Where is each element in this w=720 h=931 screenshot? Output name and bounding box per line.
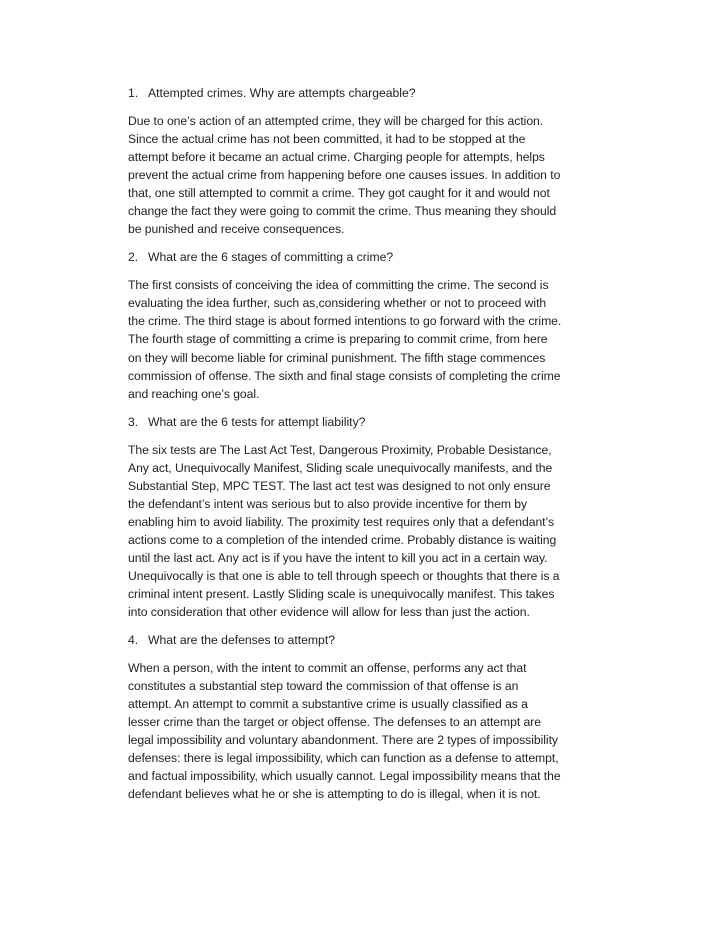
question-3 bbox=[128, 413, 622, 431]
question-text: What are the 6 stages of committing a crime? bbox=[148, 250, 394, 265]
document-body bbox=[128, 84, 622, 814]
answer-line: that, one still attempted to commit a crime. They got caught for it and would not bbox=[128, 186, 550, 201]
answer-line: enabling him to avoid liability. The proximity test requires only that a defendant’s bbox=[128, 514, 554, 529]
question-number: 1. bbox=[128, 86, 139, 100]
answer-line: and reaching one’s goal. bbox=[128, 386, 260, 401]
answer-line: be punished and receive consequences. bbox=[128, 222, 345, 237]
answer-line: Substantial Step, MPC TEST. The last act test was designed to not only ensure bbox=[128, 478, 551, 493]
answer-line: constitutes a substantial step toward the commission of that offense is an bbox=[128, 679, 519, 694]
question-1 bbox=[128, 84, 622, 102]
question-2 bbox=[128, 248, 622, 266]
answer-line: Unequivocally is that one is able to tell through speech or thoughts that there is a bbox=[128, 568, 560, 583]
answer-line: actions come to a completion of the intended crime. Probably distance is waiting bbox=[128, 532, 557, 547]
answer-line: The first consists of conceiving the idea of committing the crime. The second is bbox=[128, 278, 549, 293]
answer-line: the defendant’s intent was serious but to also provide incentive for them by bbox=[128, 496, 528, 511]
answer-2 bbox=[128, 276, 622, 402]
question-number: 2. bbox=[128, 250, 139, 265]
answer-line: legal impossibility and voluntary abandonment. There are 2 types of impossibility bbox=[128, 733, 558, 748]
answer-line: the crime. The third stage is about formed intentions to go forward with the crime. bbox=[128, 314, 562, 329]
answer-line: defendant believes what he or she is attempting to do is illegal, when it is not. bbox=[128, 787, 541, 802]
answer-line: on they will become liable for criminal punishment. The fifth stage commences bbox=[128, 350, 546, 365]
answer-line: The six tests are The Last Act Test, Dangerous Proximity, Probable Desistance, bbox=[128, 442, 552, 457]
answer-line: and factual impossibility, which usually cannot. Legal impossibility means that the bbox=[128, 769, 561, 784]
answer-line: prevent the actual crime from happening before one causes issues. In addition to bbox=[128, 168, 561, 183]
answer-4 bbox=[128, 659, 622, 803]
question-4 bbox=[128, 631, 622, 649]
answer-line: change the fact they were going to commit the crime. Thus meaning they should bbox=[128, 204, 557, 219]
answer-line: The fourth stage of committing a crime is preparing to commit crime, from here bbox=[128, 332, 548, 347]
answer-line: criminal intent present. Lastly Sliding scale is unequivocally manifest. This takes bbox=[128, 587, 555, 602]
answer-line: attempt. An attempt to commit a substantive crime is usually classified as a bbox=[128, 697, 528, 712]
question-text: What are the defenses to attempt? bbox=[148, 633, 335, 648]
answer-line: Since the actual crime has not been committed, it had to be stopped at the bbox=[128, 132, 526, 147]
answer-line: commission of offense. The sixth and final stage consists of completing the crime bbox=[128, 368, 561, 383]
answer-line: Any act, Unequivocally Manifest, Sliding scale unequivocally manifests, and the bbox=[128, 460, 553, 475]
answer-line: Due to one’s action of an attempted crime, they will be charged for this action. bbox=[128, 114, 544, 128]
answer-line: into consideration that other evidence will allow for less than just the action. bbox=[128, 605, 530, 620]
question-number: 3. bbox=[128, 414, 139, 429]
question-text: Attempted crimes. Why are attempts chargeable? bbox=[148, 86, 416, 100]
answer-line: defenses: there is legal impossibility, which can function as a defense to attempt, bbox=[128, 751, 559, 766]
question-text: What are the 6 tests for attempt liability? bbox=[148, 414, 366, 429]
answer-line: until the last act. Any act is if you have the intent to kill you act in a certain way. bbox=[128, 550, 548, 565]
answer-line: evaluating the idea further, such as,considering whether or not to proceed with bbox=[128, 296, 547, 311]
question-number: 4. bbox=[128, 633, 139, 648]
answer-line: When a person, with the intent to commit an offense, performs any act that bbox=[128, 661, 527, 676]
answer-line: lesser crime than the target or object offense. The defenses to an attempt are bbox=[128, 715, 541, 730]
answer-line: attempt before it became an actual crime. Charging people for attempts, helps bbox=[128, 150, 545, 165]
answer-1 bbox=[128, 112, 622, 238]
answer-3 bbox=[128, 441, 622, 621]
